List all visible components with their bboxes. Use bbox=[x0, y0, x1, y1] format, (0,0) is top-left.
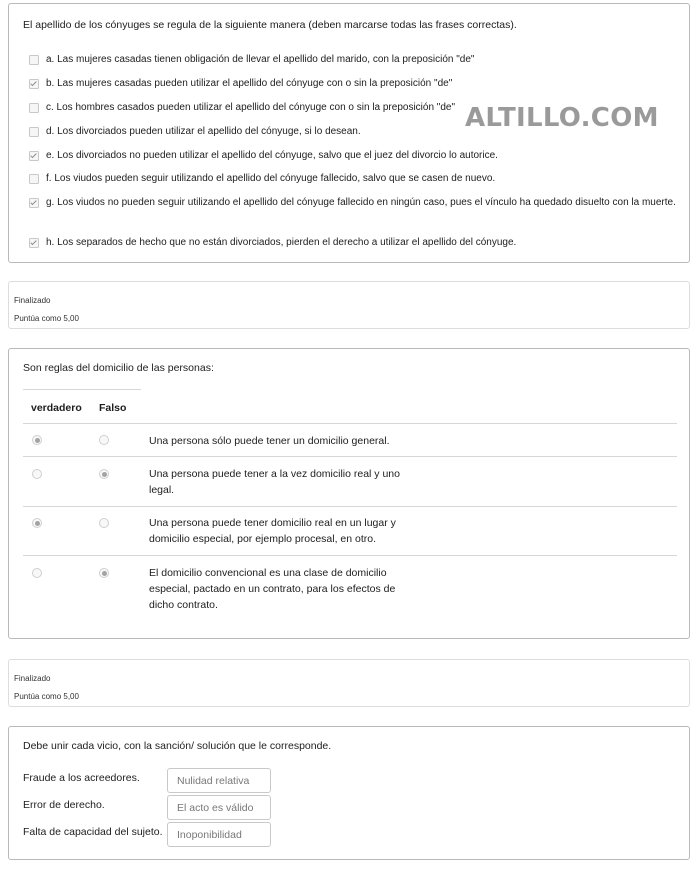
option-b[interactable] bbox=[29, 76, 679, 92]
option-g-text: g. Los viudos no pueden seguir utilizando el apellido del cónyuge fallecido en ningún caso, pues el vínculo ha quedado disuelto con la muerte. bbox=[46, 197, 676, 208]
checkbox-e[interactable] bbox=[29, 151, 39, 161]
radio-row3-false[interactable] bbox=[99, 518, 109, 528]
statement-row4: El domicilio convencional es una clase de domicilio especial, pactado en un contrato, para los efectos de dicho contrato. bbox=[149, 567, 396, 611]
grade-text: Puntúa como 5,00 bbox=[14, 692, 79, 701]
checkbox-c[interactable] bbox=[29, 103, 39, 113]
statement-row1: Una persona sólo puede tener un domicilio general. bbox=[149, 435, 390, 447]
question-1-prompt: El apellido de los cónyuges se regula de la siguiente manera (deben marcarse todas las frases correctas). bbox=[23, 19, 517, 31]
option-f-text: f. Los viudos pueden seguir utilizando el apellido del cónyuge fallecido, salvo que se casen de nuevo. bbox=[46, 173, 496, 184]
row-divider bbox=[23, 506, 677, 507]
question-1-card bbox=[8, 3, 690, 263]
radio-row3-true[interactable] bbox=[32, 518, 42, 528]
question-3-card bbox=[8, 726, 690, 860]
radio-row2-false[interactable] bbox=[99, 469, 109, 479]
option-e[interactable] bbox=[29, 148, 679, 164]
radio-row4-false[interactable] bbox=[99, 568, 109, 578]
checkbox-a[interactable] bbox=[29, 55, 39, 65]
match-select-2[interactable]: El acto es válido bbox=[167, 795, 271, 820]
option-a[interactable] bbox=[29, 52, 679, 68]
match-label-1: Fraude a los acreedores. bbox=[23, 772, 140, 784]
option-h-text: h. Los separados de hecho que no están divorciados, pierden el derecho a utilizar el apellido del cónyuge. bbox=[46, 237, 517, 248]
header-bottom-rule bbox=[23, 423, 677, 424]
option-f[interactable] bbox=[29, 171, 679, 187]
checkbox-g[interactable] bbox=[29, 198, 39, 208]
question-2-prompt: Son reglas del domicilio de las personas: bbox=[23, 362, 214, 374]
statement-row2: Una persona puede tener a la vez domicilio real y uno legal. bbox=[149, 468, 400, 496]
checkbox-d[interactable] bbox=[29, 127, 39, 137]
option-e-text: e. Los divorciados no pueden utilizar el apellido del cónyuge, salvo que el juez del divorcio lo autorice. bbox=[46, 150, 498, 161]
match-label-2: Error de derecho. bbox=[23, 799, 105, 811]
radio-row2-true[interactable] bbox=[32, 469, 42, 479]
match-label-3: Falta de capacidad del sujeto. bbox=[23, 826, 163, 838]
status-text: Finalizado bbox=[14, 296, 51, 305]
grade-text: Puntúa como 5,00 bbox=[14, 314, 79, 323]
option-c-text: c. Los hombres casados pueden utilizar el apellido del cónyuge con o sin la preposición "de" bbox=[46, 102, 456, 113]
match-select-1[interactable]: Nulidad relativa bbox=[167, 768, 271, 793]
row-divider bbox=[23, 456, 677, 457]
checkbox-h[interactable] bbox=[29, 238, 39, 248]
header-top-rule bbox=[23, 389, 141, 390]
checkbox-f[interactable] bbox=[29, 174, 39, 184]
statement-row3: Una persona puede tener domicilio real en un lugar y domicilio especial, por ejemplo procesal, en otro. bbox=[149, 517, 396, 545]
question-info-2 bbox=[8, 659, 690, 707]
column-header-false: Falso bbox=[99, 402, 127, 414]
option-d-text: d. Los divorciados pueden utilizar el apellido del cónyuge, si lo desean. bbox=[46, 126, 361, 137]
match-select-3[interactable]: Inoponibilidad bbox=[167, 822, 271, 847]
checkbox-b[interactable] bbox=[29, 79, 39, 89]
option-h[interactable] bbox=[29, 235, 679, 251]
row-divider bbox=[23, 555, 677, 556]
option-a-text: a. Las mujeres casadas tienen obligación de llevar el apellido del marido, con la preposición "de" bbox=[46, 54, 475, 65]
status-text: Finalizado bbox=[14, 674, 51, 683]
question-3-prompt: Debe unir cada vicio, con la sanción/ solución que le corresponde. bbox=[23, 740, 332, 752]
option-g[interactable] bbox=[29, 195, 679, 211]
question-2-card bbox=[8, 348, 690, 639]
radio-row4-true[interactable] bbox=[32, 568, 42, 578]
radio-row1-false[interactable] bbox=[99, 435, 109, 445]
question-info-1 bbox=[8, 281, 690, 329]
radio-row1-true[interactable] bbox=[32, 435, 42, 445]
watermark: ALTILLO.COM bbox=[465, 103, 659, 133]
option-b-text: b. Las mujeres casadas pueden utilizar el apellido del cónyuge con o sin la preposición "de" bbox=[46, 78, 453, 89]
column-header-true: verdadero bbox=[31, 402, 82, 414]
